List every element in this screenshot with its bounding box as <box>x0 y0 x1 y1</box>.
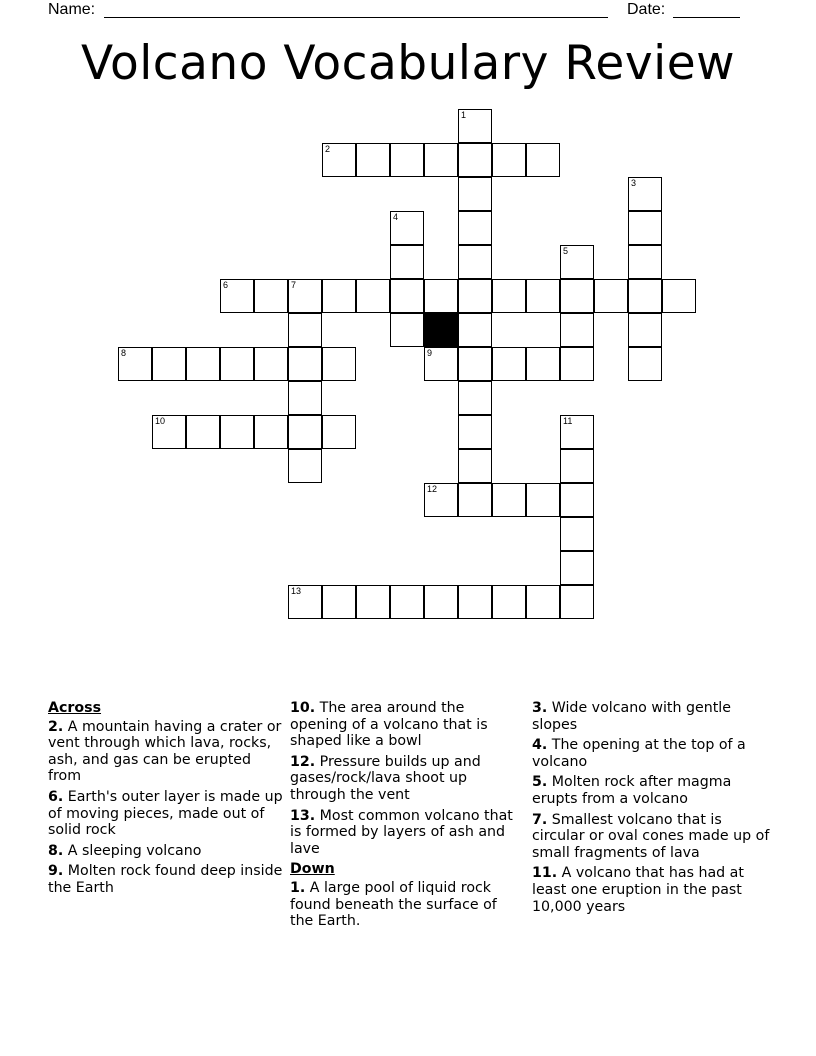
grid-cell[interactable] <box>594 279 628 313</box>
grid-cell[interactable] <box>390 143 424 177</box>
grid-cell[interactable] <box>560 551 594 585</box>
grid-cell[interactable] <box>628 177 662 211</box>
grid-cell[interactable] <box>628 245 662 279</box>
cell-number: 2 <box>325 144 331 154</box>
grid-cell[interactable] <box>526 483 560 517</box>
grid-cell[interactable] <box>526 143 560 177</box>
grid-cell[interactable] <box>186 415 220 449</box>
cell-number: 4 <box>393 212 399 222</box>
grid-cell[interactable] <box>492 143 526 177</box>
grid-cell[interactable] <box>322 347 356 381</box>
grid-cell[interactable] <box>526 347 560 381</box>
grid-cell[interactable] <box>458 245 492 279</box>
page-title: Volcano Vocabulary Review <box>80 36 736 91</box>
name-label: Name: <box>48 1 96 18</box>
grid-cell[interactable] <box>186 347 220 381</box>
grid-cell[interactable] <box>118 347 152 381</box>
grid-cell[interactable] <box>560 415 594 449</box>
grid-cell[interactable] <box>288 415 322 449</box>
grid-cell[interactable] <box>390 279 424 313</box>
grid-cell[interactable] <box>254 347 288 381</box>
grid-cell[interactable] <box>390 245 424 279</box>
grid-cell[interactable] <box>424 483 458 517</box>
grid-cell[interactable] <box>458 279 492 313</box>
grid-cell[interactable] <box>220 347 254 381</box>
grid-cell[interactable] <box>322 415 356 449</box>
grid-cell[interactable] <box>560 279 594 313</box>
grid-cell[interactable] <box>424 279 458 313</box>
grid-cell[interactable] <box>288 313 322 347</box>
clue-down-1: 1. A large pool of liquid rock found beneath the surface of the Earth. <box>290 879 497 930</box>
grid-cell[interactable] <box>322 143 356 177</box>
cell-number: 8 <box>121 348 127 358</box>
cell-number: 11 <box>563 416 573 426</box>
grid-cell[interactable] <box>458 415 492 449</box>
grid-cell[interactable] <box>424 347 458 381</box>
grid-cell[interactable] <box>560 517 594 551</box>
grid-cell[interactable] <box>390 211 424 245</box>
grid-cell[interactable] <box>492 347 526 381</box>
clue-across-2: 2. A mountain having a crater or vent through which lava, rocks, ash, and gas can be erupted from <box>48 718 282 785</box>
grid-cell[interactable] <box>458 177 492 211</box>
cell-number: 10 <box>155 416 166 426</box>
grid-cell[interactable] <box>628 211 662 245</box>
cell-number: 12 <box>427 484 438 494</box>
grid-cell[interactable] <box>288 449 322 483</box>
grid-cell[interactable] <box>254 279 288 313</box>
grid-cell[interactable] <box>628 347 662 381</box>
grid-cell[interactable] <box>526 585 560 619</box>
grid-cell[interactable] <box>560 313 594 347</box>
cell-number: 9 <box>427 348 433 358</box>
cell-number: 6 <box>223 280 229 290</box>
clue-across-13: 13. Most common volcano that is formed by layers of ash and lave <box>290 807 513 857</box>
clue-column-2 <box>290 700 514 934</box>
grid-cell[interactable] <box>458 585 492 619</box>
clue-down-4: 4. The opening at the top of a volcano <box>532 737 746 770</box>
cell-number: 3 <box>631 178 637 188</box>
cell-number: 1 <box>461 110 467 120</box>
clue-across-10: 10. The area around the opening of a volcano that is shaped like a bowl <box>290 700 488 750</box>
grid-cell[interactable] <box>254 415 288 449</box>
grid-cell[interactable] <box>288 347 322 381</box>
cell-number: 7 <box>291 280 297 290</box>
grid-cell[interactable] <box>288 585 322 619</box>
clue-across-8: 8. A sleeping volcano <box>48 842 202 859</box>
clue-column-3 <box>532 700 772 919</box>
grid-cell[interactable] <box>662 279 696 313</box>
date-label: Date: <box>627 1 666 18</box>
across-heading: Across <box>48 700 102 716</box>
grid-cell[interactable] <box>390 585 424 619</box>
grid-cell[interactable] <box>458 143 492 177</box>
grid-cell[interactable] <box>458 347 492 381</box>
grid-cell[interactable] <box>288 381 322 415</box>
black-cell <box>424 313 458 347</box>
grid-cell[interactable] <box>492 279 526 313</box>
grid-cell[interactable] <box>458 313 492 347</box>
grid-cell[interactable] <box>628 313 662 347</box>
down-heading: Down <box>290 861 335 878</box>
grid-cell[interactable] <box>356 143 390 177</box>
grid-cell[interactable] <box>322 585 356 619</box>
clue-across-9: 9. Molten rock found deep inside the Earth <box>48 863 283 896</box>
clue-down-11: 11. A volcano that has had at least one eruption in the past 10,000 years <box>532 865 744 915</box>
grid-cell[interactable] <box>458 449 492 483</box>
grid-cell[interactable] <box>526 279 560 313</box>
grid-cell[interactable] <box>560 585 594 619</box>
grid-cell[interactable] <box>560 347 594 381</box>
grid-cell[interactable] <box>220 415 254 449</box>
grid-cell[interactable] <box>458 211 492 245</box>
grid-cell[interactable] <box>288 279 322 313</box>
clue-across-12: 12. Pressure builds up and gases/rock/lava shoot up through the vent <box>290 753 481 803</box>
grid-cell[interactable] <box>628 279 662 313</box>
grid-cell[interactable] <box>152 415 186 449</box>
grid-cell[interactable] <box>424 585 458 619</box>
clue-down-5: 5. Molten rock after magma erupts from a volcano <box>532 774 732 807</box>
clue-column-1 <box>48 700 284 901</box>
grid-cell[interactable] <box>560 449 594 483</box>
grid-cell[interactable] <box>560 245 594 279</box>
clue-across-6: 6. Earth's outer layer is made up of moving pieces, made out of solid rock <box>48 788 283 839</box>
clue-down-7: 7. Smallest volcano that is circular or oval cones made up of small fragments of lava <box>532 811 770 861</box>
grid-cell[interactable] <box>492 483 526 517</box>
grid-cell[interactable] <box>152 347 186 381</box>
grid-cell[interactable] <box>492 585 526 619</box>
grid-cell[interactable] <box>390 313 424 347</box>
grid-cell[interactable] <box>356 279 390 313</box>
grid-cell[interactable] <box>322 279 356 313</box>
cell-number: 13 <box>291 586 302 596</box>
grid-cell[interactable] <box>424 143 458 177</box>
grid-cell[interactable] <box>458 381 492 415</box>
grid-cell[interactable] <box>560 483 594 517</box>
grid-cell[interactable] <box>458 483 492 517</box>
clue-down-3: 3. Wide volcano with gentle slopes <box>532 700 731 733</box>
grid-cell[interactable] <box>356 585 390 619</box>
grid-cell[interactable] <box>220 279 254 313</box>
cell-number: 5 <box>563 246 569 256</box>
grid-cell[interactable] <box>458 109 492 143</box>
